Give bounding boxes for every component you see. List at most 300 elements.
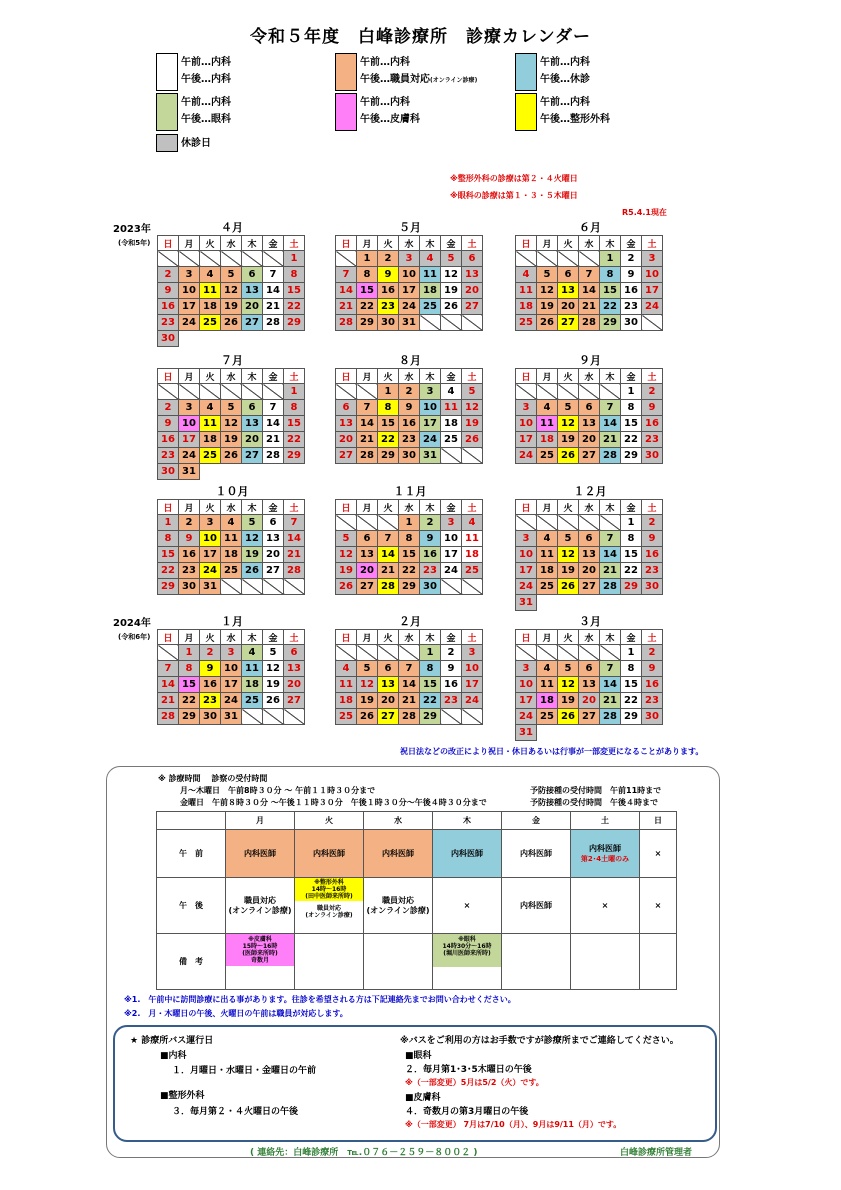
day-cell: 23 xyxy=(642,432,663,448)
day-cell: 14 xyxy=(158,677,179,693)
day-cell: 6 xyxy=(579,400,600,416)
empty-day xyxy=(378,515,399,531)
weekday-header: 水 xyxy=(579,630,600,645)
month-calendar xyxy=(157,629,305,725)
day-cell: 22 xyxy=(357,299,378,315)
day-cell: 14 xyxy=(357,416,378,432)
day-cell: 14 xyxy=(378,547,399,563)
day-cell: 9 xyxy=(621,267,642,283)
day-cell: 24 xyxy=(179,315,200,331)
month-title: ４月 xyxy=(221,221,243,234)
legend-pink-text xyxy=(360,94,420,128)
day-cell: 26 xyxy=(558,448,579,464)
day-cell: 17 xyxy=(516,432,537,448)
day-cell: 26 xyxy=(336,579,357,595)
day-cell: 29 xyxy=(621,448,642,464)
day-cell: 1 xyxy=(284,384,305,400)
day-cell: 17 xyxy=(179,432,200,448)
day-cell: 25 xyxy=(420,299,441,315)
day-cell: 13 xyxy=(558,283,579,299)
day-cell: 24 xyxy=(642,299,663,315)
pm-tue xyxy=(295,878,364,934)
weekday-header: 水 xyxy=(221,630,242,645)
day-cell: 26 xyxy=(221,448,242,464)
day-cell: 9 xyxy=(378,267,399,283)
bus-ganka: ２．毎月第1･3･5木曜日の午後 xyxy=(405,1065,532,1075)
day-cell: 24 xyxy=(516,709,537,725)
day-cell: 25 xyxy=(462,563,483,579)
day-cell: 7 xyxy=(158,661,179,677)
day-cell: 16 xyxy=(158,299,179,315)
day-cell: 16 xyxy=(158,432,179,448)
weekday-header: 金 xyxy=(621,630,642,645)
day-cell: 6 xyxy=(579,531,600,547)
weekday-header: 木 xyxy=(420,500,441,515)
day-cell: 29 xyxy=(158,579,179,595)
day-cell: 2 xyxy=(200,645,221,661)
day-cell: 22 xyxy=(158,563,179,579)
day-cell: 25 xyxy=(537,579,558,595)
empty-day xyxy=(378,645,399,661)
weekday-header: 水 xyxy=(399,369,420,384)
day-cell: 5 xyxy=(462,384,483,400)
day-cell: 19 xyxy=(263,677,284,693)
day-cell: 10 xyxy=(516,547,537,563)
day-cell: 30 xyxy=(158,331,179,347)
day-cell: 3 xyxy=(516,661,537,677)
bus-ganka-heading: ■眼科 xyxy=(405,1051,432,1061)
day-cell: 2 xyxy=(642,515,663,531)
am-wed: 内科医師 xyxy=(364,830,433,878)
day-cell: 17 xyxy=(420,416,441,432)
day-cell: 1 xyxy=(399,515,420,531)
day-cell: 19 xyxy=(357,693,378,709)
day-cell: 15 xyxy=(621,547,642,563)
day-cell: 19 xyxy=(242,547,263,563)
legend-white-line1: 午前…内科 xyxy=(181,57,231,68)
day-cell: 30 xyxy=(200,709,221,725)
day-cell: 20 xyxy=(462,283,483,299)
weekday-header: 日 xyxy=(516,369,537,384)
day-cell: 3 xyxy=(516,531,537,547)
day-cell: 21 xyxy=(600,693,621,709)
col-sat: 土 xyxy=(571,812,640,830)
day-cell: 5 xyxy=(558,531,579,547)
day-cell: 8 xyxy=(357,267,378,283)
bus-right-title: ※バスをご利用の方はお手数ですが診療所までご連絡してください。 xyxy=(400,1036,679,1046)
day-cell: 11 xyxy=(537,416,558,432)
pm-fri: 内科医師 xyxy=(502,878,571,934)
day-cell: 28 xyxy=(336,315,357,331)
legend-yellow-line2 xyxy=(540,111,610,128)
empty-day xyxy=(284,709,305,725)
day-cell: 13 xyxy=(579,677,600,693)
day-cell: 7 xyxy=(600,531,621,547)
day-cell: 4 xyxy=(336,661,357,677)
weekday-header: 金 xyxy=(441,369,462,384)
day-cell: 4 xyxy=(221,515,242,531)
day-cell: 25 xyxy=(221,563,242,579)
weekday-header: 日 xyxy=(158,236,179,251)
day-cell: 22 xyxy=(621,563,642,579)
day-cell: 8 xyxy=(621,661,642,677)
month-title: ２月 xyxy=(399,615,421,628)
day-cell: 1 xyxy=(158,515,179,531)
weekday-header: 火 xyxy=(378,500,399,515)
day-cell: 28 xyxy=(357,448,378,464)
weekday-header: 木 xyxy=(600,630,621,645)
day-cell: 18 xyxy=(336,693,357,709)
day-cell: 21 xyxy=(600,432,621,448)
empty-day xyxy=(263,251,284,267)
day-cell: 3 xyxy=(179,267,200,283)
weekday-header: 月 xyxy=(179,630,200,645)
empty-day xyxy=(558,384,579,400)
eye-note: ※眼科の診療は第１・３・５木曜日 xyxy=(450,191,578,200)
day-cell: 27 xyxy=(558,315,579,331)
empty-day xyxy=(600,515,621,531)
legend-orange-swatch xyxy=(335,53,357,91)
day-cell: 27 xyxy=(378,709,399,725)
weekday-header: 水 xyxy=(399,630,420,645)
weekday-header: 日 xyxy=(336,500,357,515)
day-cell: 21 xyxy=(158,693,179,709)
day-cell: 19 xyxy=(558,563,579,579)
day-cell: 10 xyxy=(642,267,663,283)
weekday-header: 日 xyxy=(158,630,179,645)
am-mon: 内科医師 xyxy=(226,830,295,878)
day-cell: 24 xyxy=(179,448,200,464)
hours-line2: 金曜日 午前８時３０分 ～午後１１時３０分 午後１時３０分～午後４時３０分まで xyxy=(180,798,487,807)
day-cell: 31 xyxy=(200,579,221,595)
day-cell: 12 xyxy=(558,416,579,432)
day-cell: 13 xyxy=(263,531,284,547)
day-cell: 2 xyxy=(441,645,462,661)
day-cell: 26 xyxy=(558,709,579,725)
day-cell: 10 xyxy=(221,661,242,677)
weekday-header: 土 xyxy=(642,369,663,384)
empty-day xyxy=(579,515,600,531)
month-title: ６月 xyxy=(579,221,601,234)
day-cell: 7 xyxy=(263,267,284,283)
day-cell: 13 xyxy=(242,416,263,432)
day-cell: 4 xyxy=(200,400,221,416)
day-cell: 22 xyxy=(399,563,420,579)
day-cell: 23 xyxy=(158,448,179,464)
day-cell: 21 xyxy=(399,693,420,709)
day-cell: 12 xyxy=(263,661,284,677)
day-cell: 3 xyxy=(642,251,663,267)
empty-day xyxy=(441,315,462,331)
empty-day xyxy=(336,645,357,661)
day-cell: 11 xyxy=(441,400,462,416)
day-cell: 2 xyxy=(621,251,642,267)
day-cell: 18 xyxy=(537,432,558,448)
empty-day xyxy=(242,384,263,400)
hours-table xyxy=(156,811,677,990)
empty-day xyxy=(263,579,284,595)
bus-title: ★ 診療所バス運行日 xyxy=(130,1036,214,1046)
day-cell: 4 xyxy=(537,400,558,416)
month-title: １月 xyxy=(221,615,243,628)
legend-yellow-line1: 午前…内科 xyxy=(540,97,590,108)
legend-gray-swatch xyxy=(156,134,178,152)
day-cell: 27 xyxy=(579,448,600,464)
empty-day xyxy=(516,384,537,400)
day-cell: 8 xyxy=(399,531,420,547)
day-cell: 30 xyxy=(642,448,663,464)
day-cell: 14 xyxy=(263,283,284,299)
day-cell: 29 xyxy=(179,709,200,725)
legend-orange-line2 xyxy=(360,71,477,89)
day-cell: 1 xyxy=(621,645,642,661)
day-cell: 15 xyxy=(420,677,441,693)
empty-day xyxy=(579,645,600,661)
legend-green-swatch xyxy=(156,93,178,131)
day-cell: 18 xyxy=(221,547,242,563)
day-cell: 1 xyxy=(600,251,621,267)
empty-day xyxy=(420,315,441,331)
day-cell: 21 xyxy=(263,299,284,315)
day-cell: 28 xyxy=(284,563,305,579)
day-cell: 30 xyxy=(420,579,441,595)
day-cell: 13 xyxy=(357,547,378,563)
empty-day xyxy=(179,384,200,400)
day-cell: 20 xyxy=(579,563,600,579)
day-cell: 8 xyxy=(158,531,179,547)
day-cell: 17 xyxy=(516,563,537,579)
day-cell: 4 xyxy=(441,384,462,400)
day-cell: 30 xyxy=(642,579,663,595)
day-cell: 8 xyxy=(420,661,441,677)
weekday-header: 火 xyxy=(558,500,579,515)
day-cell: 12 xyxy=(221,416,242,432)
empty-day xyxy=(462,448,483,464)
day-cell: 28 xyxy=(263,448,284,464)
note-wed xyxy=(364,934,433,990)
weekday-header: 火 xyxy=(558,369,579,384)
weekday-header: 水 xyxy=(221,236,242,251)
day-cell: 25 xyxy=(336,709,357,725)
day-cell: 2 xyxy=(642,645,663,661)
day-cell: 17 xyxy=(200,547,221,563)
day-cell: 3 xyxy=(399,251,420,267)
weekday-header: 水 xyxy=(579,236,600,251)
legend-white-line2 xyxy=(181,71,231,88)
day-cell: 8 xyxy=(284,267,305,283)
day-cell: 23 xyxy=(399,432,420,448)
day-cell: 23 xyxy=(179,563,200,579)
day-cell: 15 xyxy=(378,416,399,432)
day-cell: 14 xyxy=(399,677,420,693)
day-cell: 29 xyxy=(284,315,305,331)
day-cell: 14 xyxy=(263,416,284,432)
weekday-header: 土 xyxy=(462,630,483,645)
day-cell: 13 xyxy=(462,267,483,283)
day-cell: 21 xyxy=(263,432,284,448)
weekday-header: 月 xyxy=(357,630,378,645)
day-cell: 3 xyxy=(179,400,200,416)
day-cell: 28 xyxy=(600,448,621,464)
day-cell: 23 xyxy=(378,299,399,315)
day-cell: 20 xyxy=(284,677,305,693)
day-cell: 10 xyxy=(516,416,537,432)
weekday-header: 土 xyxy=(284,630,305,645)
weekday-header: 木 xyxy=(242,236,263,251)
legend-orange-line2-text: 午後…職員対応 xyxy=(360,74,430,85)
month-calendar xyxy=(157,499,305,595)
day-cell: 10 xyxy=(179,283,200,299)
month-title: １０月 xyxy=(215,485,249,498)
day-cell: 6 xyxy=(263,515,284,531)
day-cell: 6 xyxy=(336,400,357,416)
day-cell: 1 xyxy=(284,251,305,267)
day-cell: 25 xyxy=(537,709,558,725)
weekday-header: 金 xyxy=(263,500,284,515)
day-cell: 9 xyxy=(179,531,200,547)
weekday-header: 水 xyxy=(221,500,242,515)
day-cell: 16 xyxy=(642,416,663,432)
legend-white-swatch xyxy=(156,53,178,91)
day-cell: 29 xyxy=(600,315,621,331)
day-cell: 2 xyxy=(399,384,420,400)
bus-hifu-note: ※（一部変更） 7月は7/10（月）、9月は9/11（月）です。 xyxy=(405,1120,622,1129)
day-cell: 8 xyxy=(621,531,642,547)
weekday-header: 火 xyxy=(200,369,221,384)
day-cell: 20 xyxy=(357,563,378,579)
day-cell: 6 xyxy=(284,645,305,661)
weekday-header: 土 xyxy=(284,500,305,515)
day-cell: 2 xyxy=(158,400,179,416)
day-cell: 28 xyxy=(378,579,399,595)
day-cell: 5 xyxy=(558,661,579,677)
day-cell: 3 xyxy=(462,645,483,661)
day-cell: 21 xyxy=(336,299,357,315)
day-cell: 13 xyxy=(284,661,305,677)
weekday-header: 火 xyxy=(378,630,399,645)
day-cell: 20 xyxy=(558,299,579,315)
month-title: １１月 xyxy=(393,485,427,498)
day-cell: 4 xyxy=(516,267,537,283)
day-cell: 5 xyxy=(441,251,462,267)
legend-green-line2-text: 午後…眼科 xyxy=(181,114,231,125)
month-calendar xyxy=(335,368,483,464)
day-cell: 3 xyxy=(200,515,221,531)
day-cell: 4 xyxy=(462,515,483,531)
day-cell: 17 xyxy=(516,693,537,709)
day-cell: 9 xyxy=(642,531,663,547)
pm-mon: 職員対応 (オンライン診療) xyxy=(226,878,295,934)
day-cell: 26 xyxy=(537,315,558,331)
empty-day xyxy=(516,645,537,661)
day-cell: 7 xyxy=(579,267,600,283)
legend-blue-text xyxy=(540,54,590,88)
empty-day xyxy=(284,579,305,595)
empty-day xyxy=(516,515,537,531)
hours-title: ※ 診療時間 診察の受付時間 xyxy=(158,774,268,783)
weekday-header: 木 xyxy=(242,500,263,515)
pm-wed: 職員対応 (オンライン診療) xyxy=(364,878,433,934)
day-cell: 9 xyxy=(158,416,179,432)
day-cell: 26 xyxy=(558,579,579,595)
weekday-header: 木 xyxy=(420,236,441,251)
day-cell: 11 xyxy=(200,416,221,432)
day-cell: 13 xyxy=(378,677,399,693)
empty-day xyxy=(200,251,221,267)
day-cell: 4 xyxy=(537,661,558,677)
legend-blue-line1: 午前…内科 xyxy=(540,57,590,68)
day-cell: 26 xyxy=(462,432,483,448)
day-cell: 5 xyxy=(221,400,242,416)
day-cell: 30 xyxy=(378,315,399,331)
day-cell: 15 xyxy=(179,677,200,693)
am-tue: 内科医師 xyxy=(295,830,364,878)
day-cell: 16 xyxy=(399,416,420,432)
day-cell: 16 xyxy=(621,283,642,299)
empty-day xyxy=(537,384,558,400)
year-label-2024: 2024年 xyxy=(113,618,151,629)
empty-day xyxy=(558,645,579,661)
day-cell: 14 xyxy=(600,547,621,563)
weekday-header: 火 xyxy=(378,236,399,251)
day-cell: 1 xyxy=(621,384,642,400)
day-cell: 9 xyxy=(158,283,179,299)
day-cell: 2 xyxy=(378,251,399,267)
day-cell: 16 xyxy=(179,547,200,563)
day-cell: 31 xyxy=(516,725,537,741)
day-cell: 8 xyxy=(284,400,305,416)
empty-day xyxy=(537,515,558,531)
weekday-header: 土 xyxy=(642,236,663,251)
weekday-header: 火 xyxy=(558,630,579,645)
day-cell: 15 xyxy=(357,283,378,299)
bus-hifu-heading: ■皮膚科 xyxy=(405,1093,441,1103)
day-cell: 24 xyxy=(420,432,441,448)
month-calendar xyxy=(335,499,483,595)
empty-day xyxy=(441,709,462,725)
empty-day xyxy=(537,645,558,661)
weekday-header: 月 xyxy=(537,500,558,515)
day-cell: 2 xyxy=(642,384,663,400)
day-cell: 1 xyxy=(357,251,378,267)
day-cell: 8 xyxy=(621,400,642,416)
day-cell: 29 xyxy=(621,579,642,595)
legend-orange-line2-small: (オンライン診療) xyxy=(430,77,478,84)
col-fri: 金 xyxy=(502,812,571,830)
day-cell: 7 xyxy=(600,400,621,416)
year-sub-2024: (令和6年) xyxy=(118,633,151,641)
year-label-2023: 2023年 xyxy=(113,224,151,235)
month-calendar xyxy=(335,235,483,331)
pm-thu: × xyxy=(433,878,502,934)
weekday-header: 金 xyxy=(441,236,462,251)
weekday-header: 月 xyxy=(179,236,200,251)
note-tue xyxy=(295,934,364,990)
day-cell: 22 xyxy=(621,432,642,448)
page-title: 令和５年度 白峰診療所 診療カレンダー xyxy=(250,27,591,47)
day-cell: 6 xyxy=(462,251,483,267)
day-cell: 17 xyxy=(399,283,420,299)
weekday-header: 土 xyxy=(284,236,305,251)
day-cell: 28 xyxy=(600,579,621,595)
day-cell: 26 xyxy=(441,299,462,315)
day-cell: 24 xyxy=(200,563,221,579)
day-cell: 14 xyxy=(600,416,621,432)
legend-yellow-swatch xyxy=(515,93,537,131)
bus-naika: １．月曜日・水曜日・金曜日の午前 xyxy=(172,1066,317,1076)
day-cell: 11 xyxy=(221,531,242,547)
weekday-header: 木 xyxy=(600,369,621,384)
